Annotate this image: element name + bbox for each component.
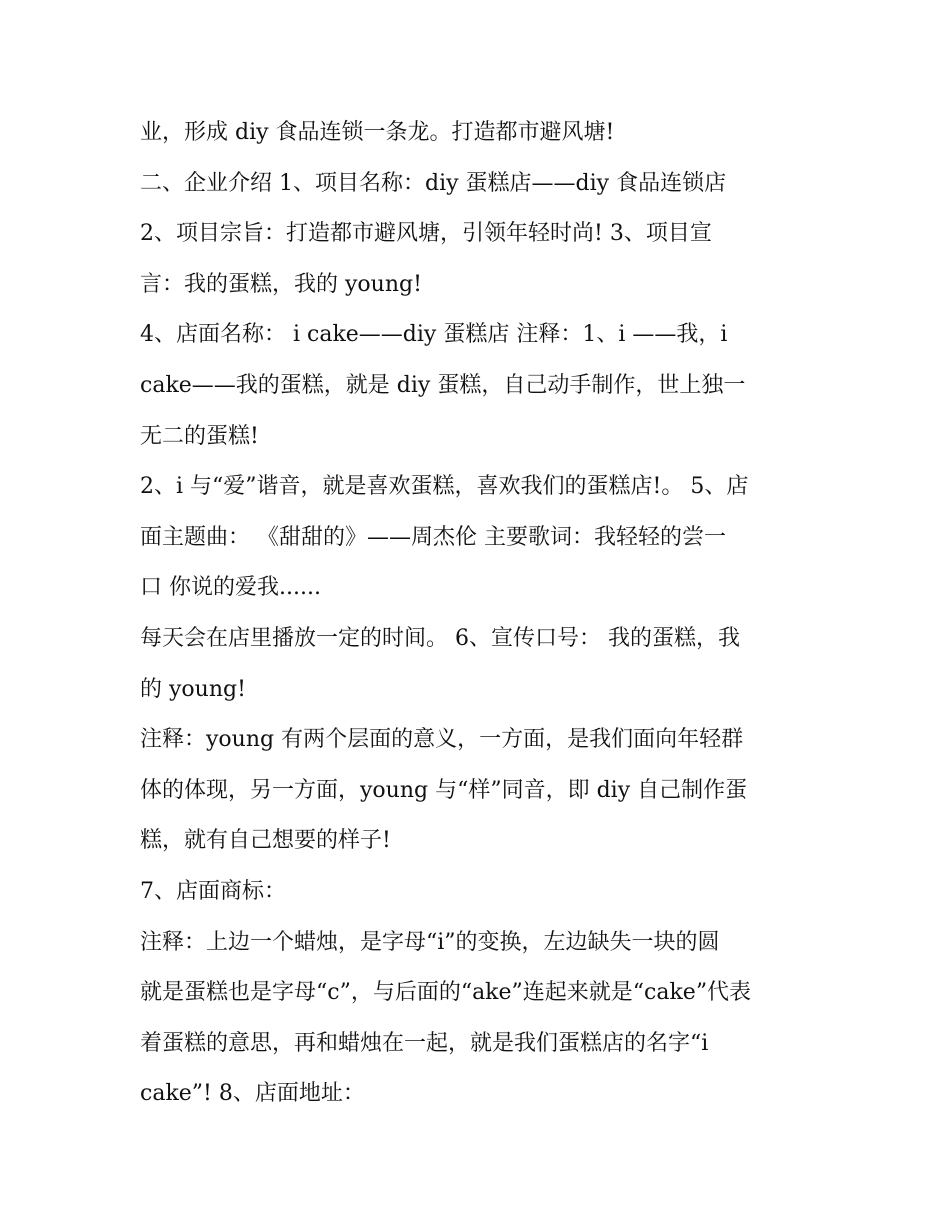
text-line: 就是蛋糕也是字母“c”，与后面的“ake”连起来就是“cake”代表 [140,980,752,1006]
text-line: 糕，就有自己想要的样子! [140,828,391,854]
text-line: 面主题曲： 《甜甜的》——周杰伦 主要歌词：我轻轻的尝一 [140,524,726,550]
text-line: 每天会在店里播放一定的时间。 6、宣传口号： 我的蛋糕，我 [140,625,740,651]
text-line: 着蛋糕的意思，再和蜡烛在一起，就是我们蛋糕店的名字“i [140,1030,709,1056]
text-line: 二、企业介绍 1、项目名称：diy 蛋糕店——diy 食品连锁店 [140,170,727,196]
text-line: 2、项目宗旨：打造都市避风塘，引领年轻时尚! 3、项目宣 [140,221,712,247]
text-line: cake”! 8、店面地址： [140,1081,365,1107]
text-line: 的 young! [140,676,246,702]
text-line: 7、店面商标： [140,878,286,904]
text-line: 注释：上边一个蜡烛，是字母“i”的变换，左边缺失一块的圆 [140,929,720,955]
text-line: 口 你说的爱我...... [140,575,321,601]
text-line: 4、店面名称： i cake——diy 蛋糕店 注释：1、i ——我，i [140,322,728,348]
text-line: 2、i 与“爱”谐音，就是喜欢蛋糕，喜欢我们的蛋糕店!。 5、店 [140,474,749,500]
body-text [140,108,820,1120]
text-line: 业，形成 diy 食品连锁一条龙。打造都市避风塘! [140,120,615,145]
text-line: 无二的蛋糕! [140,423,259,449]
text-line: 言：我的蛋糕，我的 young! [140,271,422,297]
text-line: 体的体现，另一方面，young 与“样”同音，即 diy 自己制作蛋 [140,777,748,803]
text-line: cake——我的蛋糕，就是 diy 蛋糕，自己动手制作，世上独一 [140,372,746,398]
text-line: 注释：young 有两个层面的意义，一方面，是我们面向年轻群 [140,727,744,753]
